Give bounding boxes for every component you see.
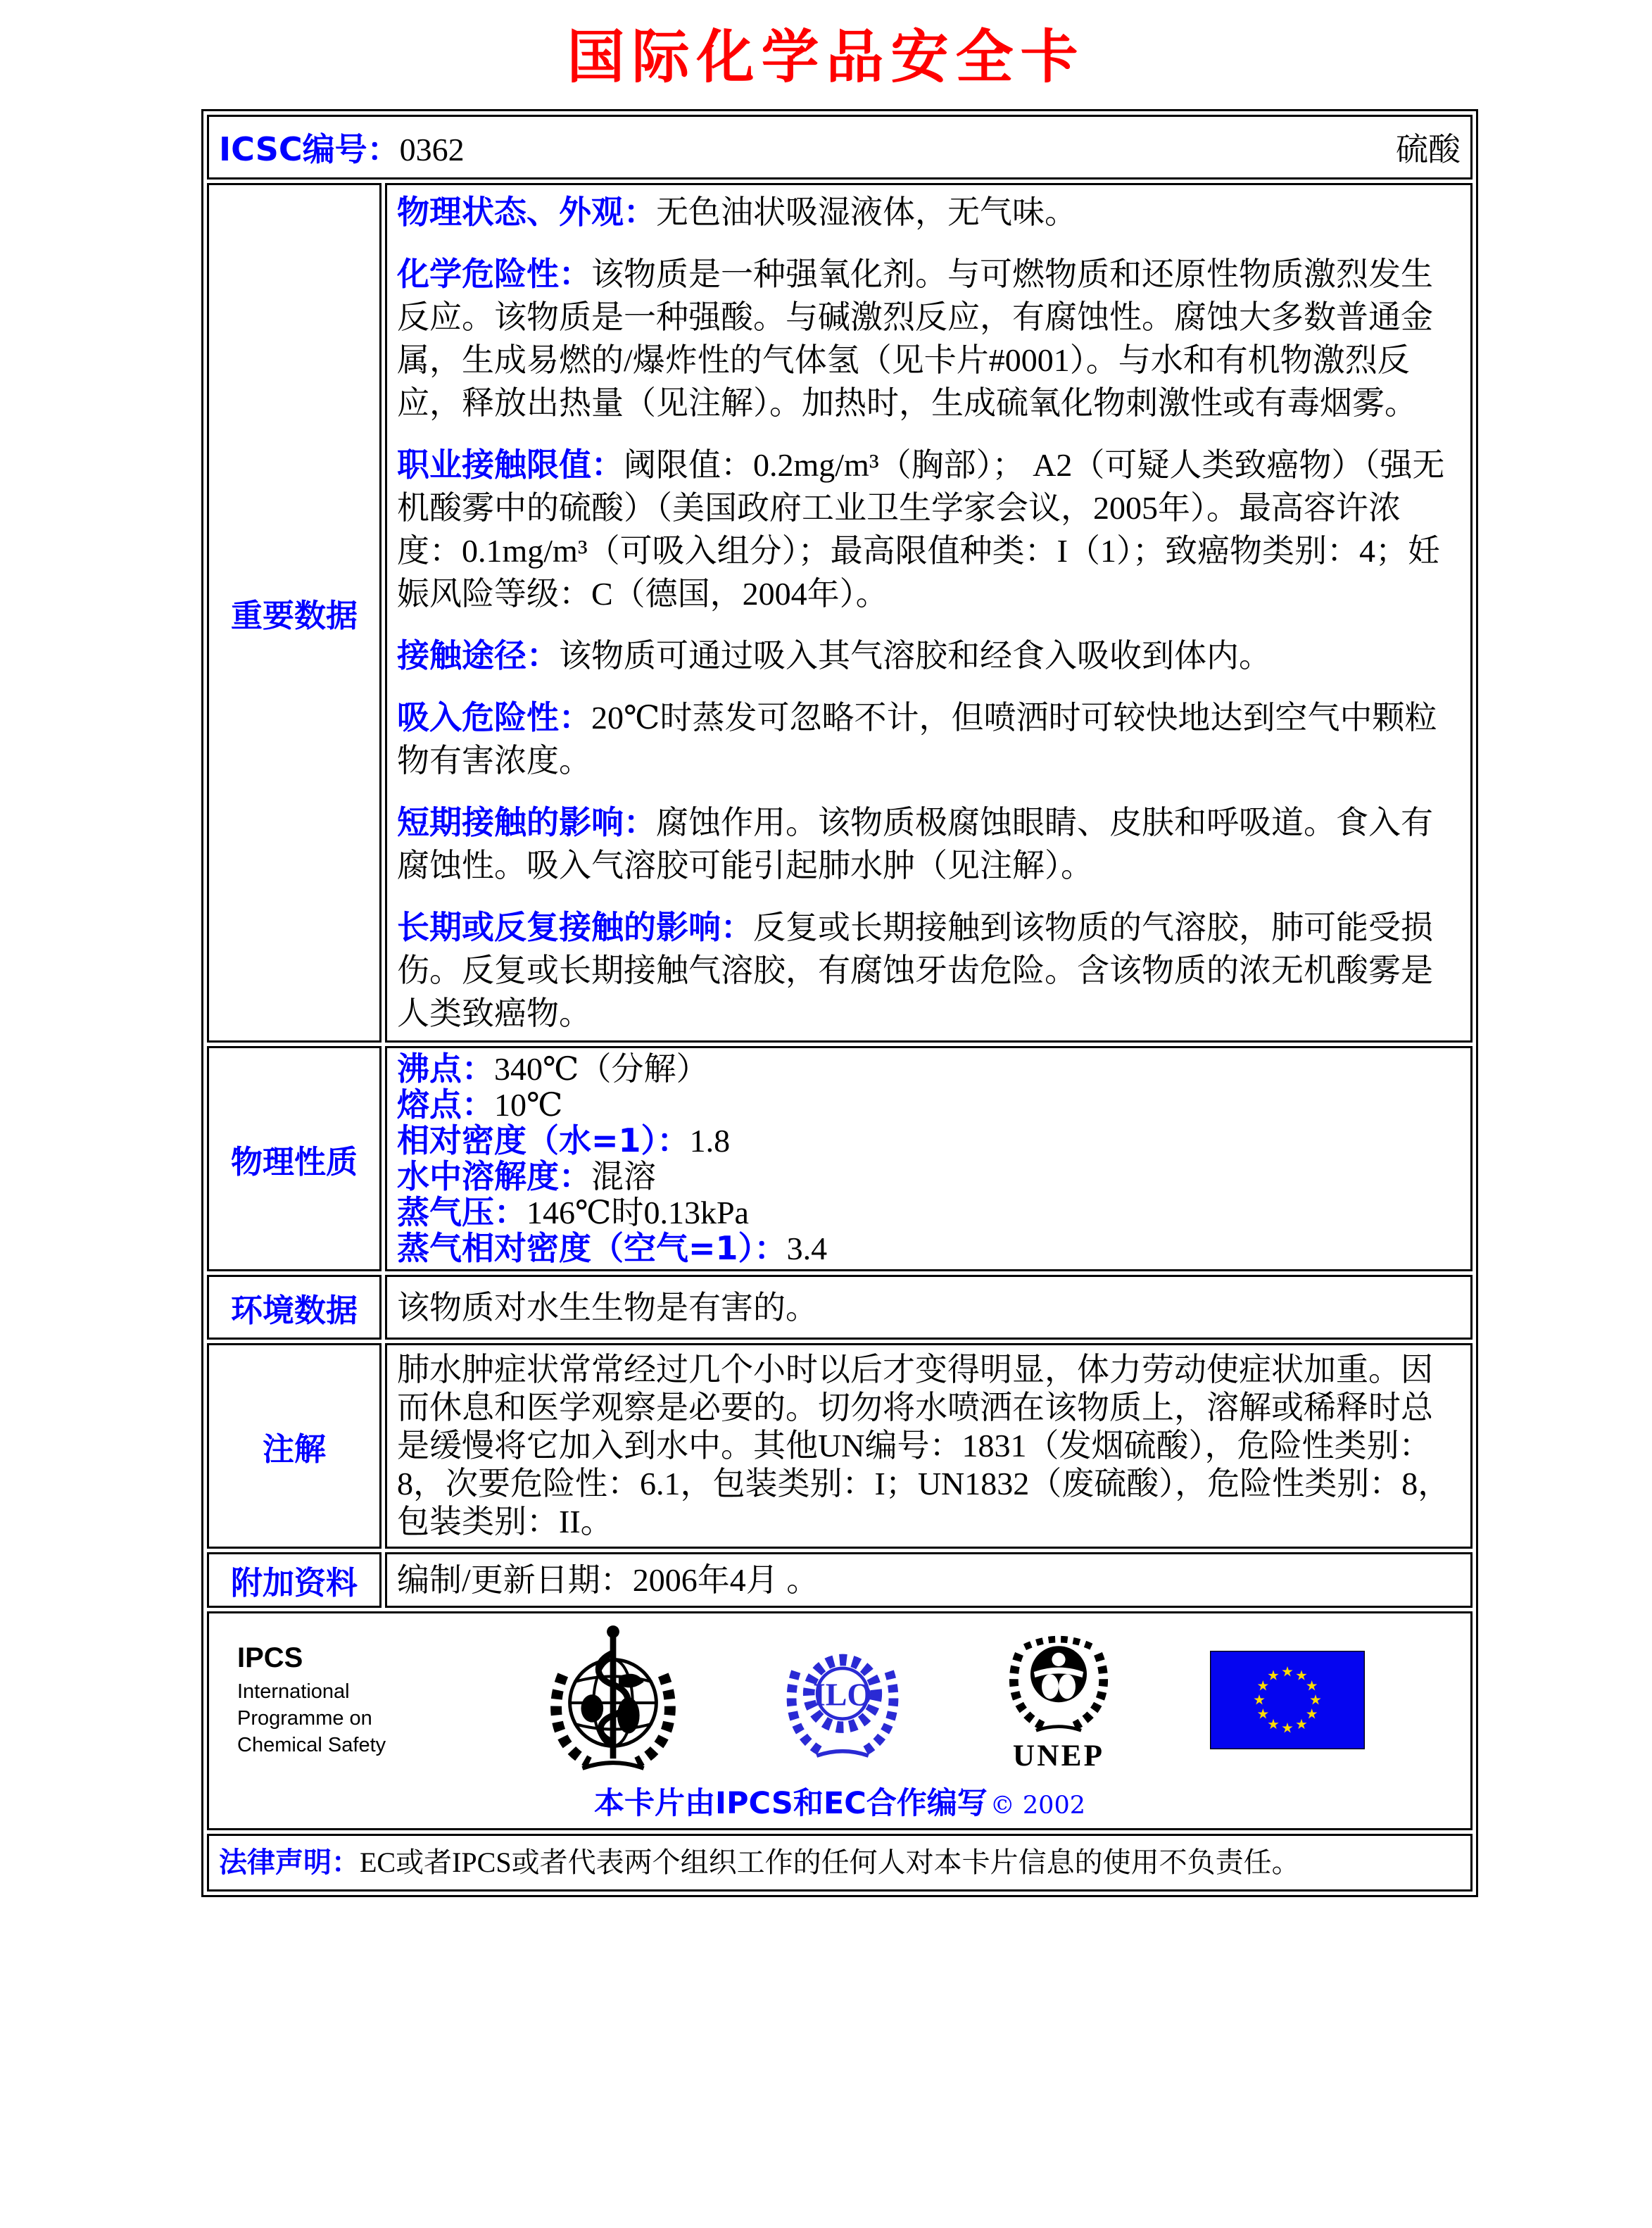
field-value: 混溶	[591, 1159, 656, 1195]
ipcs-subtitle-line: International	[237, 1680, 350, 1703]
table-row-important-data	[207, 183, 1473, 1043]
header-cell	[207, 115, 1473, 180]
who-logo-icon	[543, 1623, 683, 1777]
unep-letters: UNEP	[1012, 1739, 1105, 1771]
field-paragraph	[397, 906, 1461, 1035]
field-paragraph	[397, 801, 1461, 887]
field-value: 该物质可通过吸入其气溶胶和经食入吸收到体内。	[559, 638, 1271, 674]
field-value: 无色油状吸湿液体，无气味。	[656, 194, 1077, 230]
eu-flag-icon	[1210, 1651, 1365, 1749]
section-content-environmental-data: 该物质对水生生物是有害的。	[385, 1275, 1473, 1340]
field-label: 化学危险性：	[397, 255, 591, 293]
table-row-environmental-data	[207, 1275, 1473, 1340]
section-label-notes: 注解	[207, 1343, 382, 1549]
section-content-physical-properties	[385, 1046, 1473, 1271]
field-label: 物理状态、外观：	[397, 193, 656, 231]
field-label: 长期或反复接触的影响：	[397, 908, 753, 946]
field-paragraph	[397, 696, 1461, 782]
section-label-physical-properties: 物理性质	[207, 1046, 382, 1271]
logos-strip	[209, 1623, 1470, 1777]
field-value: 146℃时0.13kPa	[527, 1195, 749, 1231]
field-paragraph	[397, 191, 1461, 234]
field-paragraph	[397, 443, 1461, 615]
field-value: 340℃（分解）	[494, 1051, 709, 1087]
field-paragraph	[397, 1123, 1461, 1159]
field-value: 阈限值：0.2mg/m³（胸部）； A2（可疑人类致癌物）（强无机酸雾中的硫酸）（美国政府工业卫生学家会议，2005年）。最高容许浓度：0.1mg/m³（可吸入组分）；最高限值种类：I（1）；致癌物类别：4；妊娠风险等级：C（德国，2004年）。	[397, 447, 1445, 612]
ipcs-subtitle-line: Programme on	[237, 1706, 372, 1730]
field-paragraph	[397, 634, 1461, 677]
table-row-header	[207, 115, 1473, 180]
page-title: 国际化学品安全卡	[567, 23, 1085, 91]
table-row-legal-notice	[207, 1834, 1473, 1892]
field-paragraph	[397, 1195, 1461, 1231]
table-row-notes	[207, 1343, 1473, 1549]
field-value: 20℃时蒸发可忽略不计，但喷洒时可较快地达到空气中颗粒物有害浓度。	[397, 700, 1437, 779]
field-label: 熔点：	[397, 1085, 494, 1124]
table-row-physical-properties	[207, 1046, 1473, 1271]
logos-cell	[207, 1611, 1473, 1830]
ipcs-text-block	[237, 1642, 448, 1758]
field-label: 水中溶解度：	[397, 1157, 591, 1195]
field-value: 腐蚀作用。该物质极腐蚀眼睛、皮肤和呼吸道。食入有腐蚀性。吸入气溶胶可能引起肺水肿（见注解）。	[397, 805, 1433, 883]
field-label: 蒸气相对密度（空气=1）：	[397, 1229, 787, 1267]
icsc-number-value: 0362	[399, 132, 465, 168]
field-paragraph	[397, 1051, 1461, 1087]
chemical-name: 硫酸	[1396, 132, 1461, 168]
table-row-additional-information	[207, 1552, 1473, 1608]
field-label: 蒸气压：	[397, 1193, 527, 1231]
header-flex	[219, 124, 1461, 170]
field-label: 相对密度（水=1）：	[397, 1121, 690, 1159]
field-label: 短期接触的影响：	[397, 803, 656, 841]
field-value: 10℃	[494, 1087, 563, 1123]
ipcs-acronym: IPCS	[237, 1642, 303, 1673]
section-content-notes: 肺水肿症状常常经过几个小时以后才变得明显，体力劳动使症状加重。因而休息和医学观察是必要的。切勿将水喷洒在该物质上，溶解或稀释时总是缓慢将它加入到水中。其他UN编号：1831（发烟硫酸），危险性类别：8，次要危险性：6.1，包装类别：I；UN1832（废硫酸），危险性类别：8，包装类别：II。	[385, 1343, 1473, 1549]
icsc-card-table	[201, 109, 1478, 1897]
section-content-important-data	[385, 183, 1473, 1043]
credit-text: 本卡片由IPCS和EC合作编写	[594, 1786, 988, 1821]
field-paragraph	[397, 253, 1461, 424]
field-label: 接触途径：	[397, 636, 559, 674]
unep-logo-icon	[1002, 1629, 1115, 1771]
section-label-important-data: 重要数据	[207, 183, 382, 1043]
section-label-environmental-data: 环境数据	[207, 1275, 382, 1340]
ilo-letters: ILO	[812, 1676, 873, 1713]
field-paragraph	[397, 1159, 1461, 1195]
field-value: 该物质是一种强氧化剂。与可燃物质和还原性物质激烈发生反应。该物质是一种强酸。与碱激烈反应，有腐蚀性。腐蚀大多数普通金属，生成易燃的/爆炸性的气体氢（见卡片#0001）。与水和有机物激烈反应，释放出热量（见注解）。加热时，生成硫氧化物刺激性或有毒烟雾。	[397, 256, 1433, 421]
field-value: 反复或长期接触到该物质的气溶胶，肺可能受损伤。反复或长期接触气溶胶，有腐蚀牙齿危险。含该物质的浓无机酸雾是人类致癌物。	[397, 910, 1433, 1031]
field-value: 1.8	[689, 1123, 731, 1159]
table-row-logos	[207, 1611, 1473, 1830]
field-label: 沸点：	[397, 1050, 494, 1088]
ilo-logo-icon	[778, 1635, 907, 1765]
field-paragraph	[397, 1087, 1461, 1123]
section-content-additional-information: 编制/更新日期：2006年4月 。	[385, 1552, 1473, 1608]
legal-notice-label: 法律声明：	[219, 1846, 360, 1879]
field-paragraph	[397, 1231, 1461, 1266]
field-value: 3.4	[786, 1231, 828, 1266]
copyright-text: © 2002	[990, 1792, 1085, 1820]
ipcs-subtitle-line: Chemical Safety	[237, 1733, 386, 1756]
legal-notice-cell	[207, 1834, 1473, 1892]
section-label-additional-information: 附加资料	[207, 1552, 382, 1608]
credit-line	[209, 1780, 1470, 1823]
legal-notice-text: EC或者IPCS或者代表两个组织工作的任何人对本卡片信息的使用不负责任。	[360, 1846, 1300, 1878]
icsc-number-group	[219, 124, 465, 170]
field-label: 职业接触限值：	[397, 446, 624, 484]
field-label: 吸入危险性：	[397, 698, 591, 736]
icsc-number-label: ICSC编号：	[219, 130, 400, 168]
